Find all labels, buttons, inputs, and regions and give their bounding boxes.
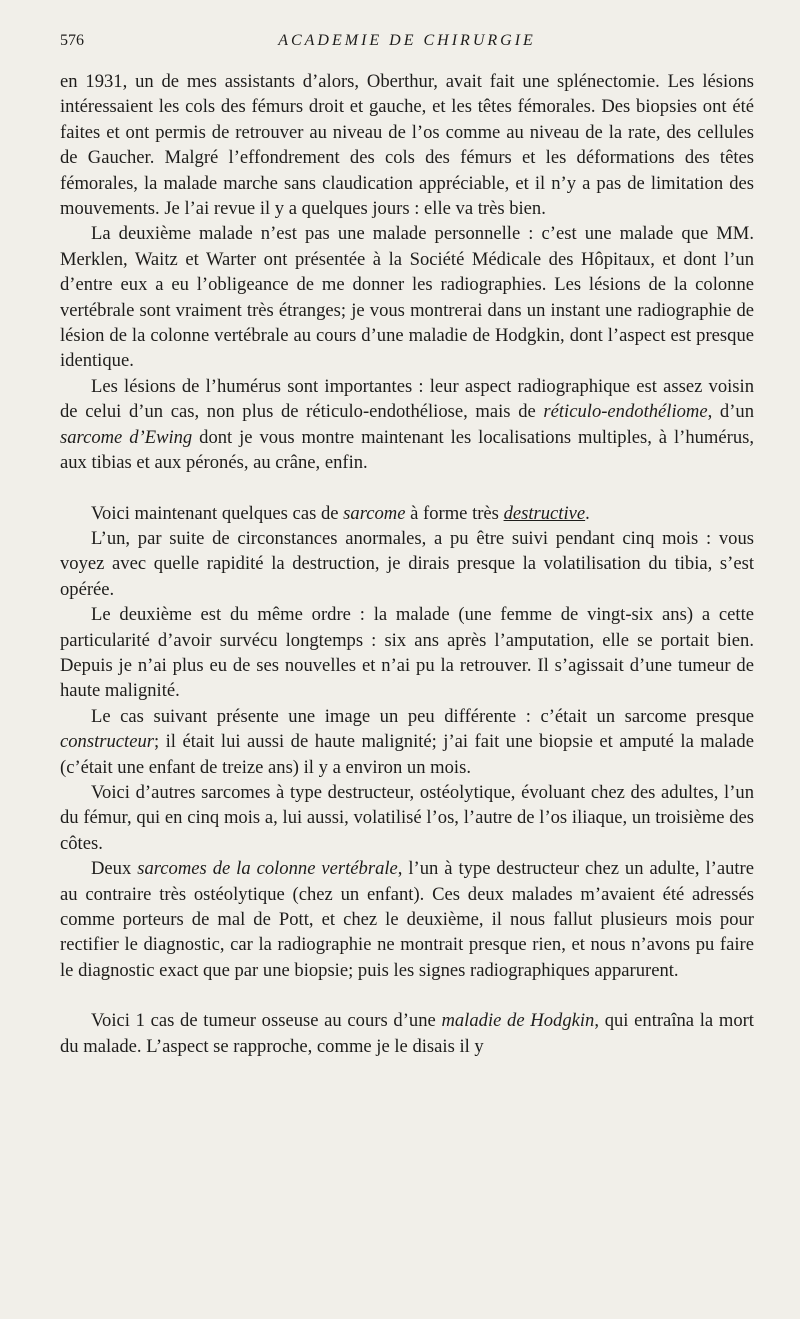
text-run: Voici d’autres sarcomes à type destructeur, ostéolytique, évoluant chez des adultes, l’un du fémur, qui en cinq mois a, lui aussi, volatilisé l’os, l’autre de l’os iliaque, un troisième des côtes. [60,781,754,854]
paragraph-p2 [60,221,754,373]
text-run: La deuxième malade n’est pas une malade personnelle : c’est une malade que MM. Merklen, Waitz et Warter ont présentée à la Société Médicale des Hôpitaux, et dont l’un d’entre eux a eu l’obligeance de me donner les radiographies. Les lésions de la colonne vertébrale sont vraiment très étranges; je vous montrerai dans un instant une radiographie de lésion de la colonne vertébrale au cours d’une maladie de Hodgkin, dont l’aspect est presque identique. [60,223,754,372]
body-text [60,69,754,1059]
paragraph-p5 [60,526,754,602]
text-run: ; il était lui aussi de haute malignité; j’ai fait une biopsie et amputé la malade (c’était une enfant de treize ans) il y a environ un mois. [60,731,754,778]
italic-term: destructive [503,502,586,524]
paragraph-p10 [60,1008,754,1059]
text-run: en 1931, un de mes assistants d’alors, Oberthur, avait fait une splénectomie. Les lésions intéressaient les cols des fémurs droit et gauche, et les têtes fémorales. Des biopsies ont été faites et ont permis de retrouver au niveau de l’os comme au niveau de la rate, des cellules de Gaucher. Malgré l’effondrement des cols des fémurs et les déformations des têtes fémorales, la malade marche sans claudication appréciable, et il n’y a pas de limitation des mouvements. Je l’ai revue il y a quelques jours : elle va très bien. [60,71,754,220]
text-run: Deux [91,858,138,880]
italic-term: sarcome d’Ewing [60,426,193,448]
italic-term: sarcome [343,502,406,524]
text-run: , l’un à type destructeur chez un adulte, l’autre au contraire très ostéolytique (chez un enfant). Ces deux malades m’avaient été adressés comme porteurs de mal de Pott, et chez le deuxième, il nous fallut plusieurs mois pour rectifier le diagnostic, car la radiographie ne montrait presque rien, et nous n’avons pu faire le diagnostic exact que par une biopsie; puis les signes radiographiques apparurent. [60,858,754,981]
text-run: L’un, par suite de circonstances anormales, a pu être suivi pendant cinq mois : vous voyez avec quelle rapidité la destruction, je dirais presque la volatilisation du tibia, s’est opérée. [60,527,754,600]
text-run: Les lésions de l’humérus sont importantes : leur aspect radiographique est assez voisin de celui d’un cas, non plus de réticulo-endothéliose, mais de [60,375,754,423]
section-gap [60,983,754,1008]
text-run: Voici 1 cas de tumeur osseuse au cours d’une [91,1010,442,1032]
text-run: à forme très [405,502,504,524]
text-run: dont je vous montre maintenant les localisations multiples, à l’humérus, aux tibias et aux péronés, au crâne, enfin. [60,426,754,474]
paragraph-p3 [60,374,754,476]
italic-term: sarcomes de la colonne vertébrale [137,858,398,880]
paragraph-p6 [60,602,754,704]
paragraph-p8 [60,780,754,856]
text-run: Le deuxième est du même ordre : la malade (une femme de vingt-six ans) a cette particularité d’avoir survécu longtemps : six ans après l’amputation, elle se portait bien. Depuis je n’ai plus eu de ses nouvelles et n’ai pu la retrouver. Il s’agissait d’une tumeur de haute malignité. [60,604,754,702]
italic-term: réticulo-endothéliome [543,401,708,423]
text-run: Voici maintenant quelques cas de [91,502,344,524]
italic-term: constructeur [60,731,154,753]
text-run: , d’un [707,401,754,423]
section-gap [60,476,754,501]
text-run: . [585,502,590,524]
paragraph-p9 [60,856,754,983]
paragraph-p4 [60,501,754,526]
running-title: ACADEMIE DE CHIRURGIE [278,32,536,49]
italic-term: maladie de Hodgkin [441,1010,595,1032]
page-number: 576 [60,32,84,49]
text-run: , qui entraîna la mort du malade. L’aspect se rapproche, comme je le disais il y [60,1010,754,1057]
paragraph-p7 [60,704,754,780]
paragraph-p1 [60,69,754,221]
text-run: Le cas suivant présente une image un peu différente : c’était un sarcome presque [91,705,754,727]
page-header [60,32,754,54]
